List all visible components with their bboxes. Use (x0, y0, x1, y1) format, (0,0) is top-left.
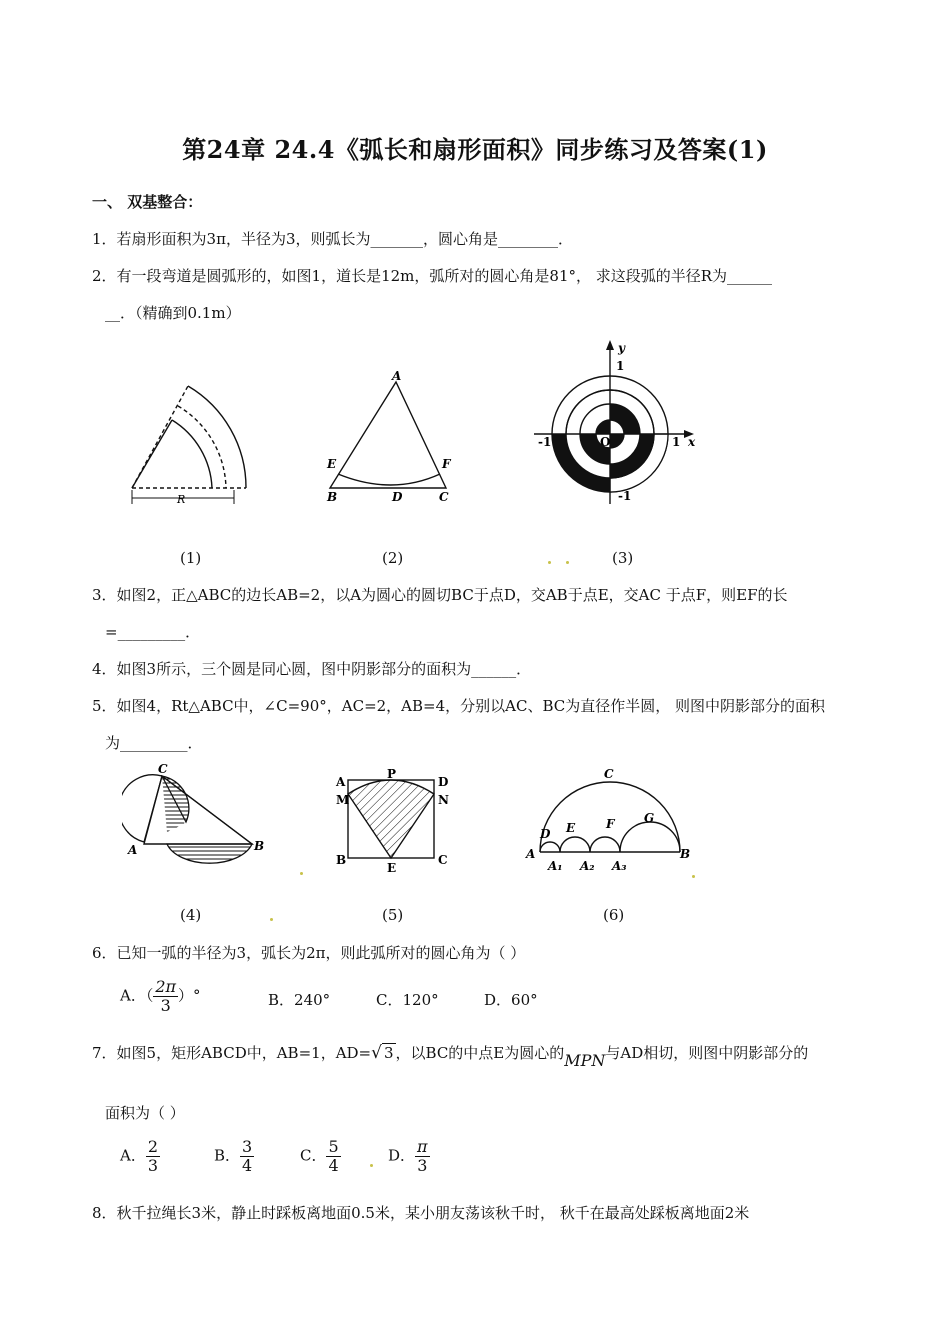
fig3-label-1-top: 1 (616, 359, 625, 373)
q6-option-a: A．（ $\frac{2\pi}{3}$ ）° (120, 977, 201, 1015)
fig2-label-d: D (392, 490, 403, 504)
speck (566, 561, 569, 564)
question-5-line1: 5．如图4，Rt△ABC中，∠C=90°，AC=2，AB=4，分别以AC、BC为直径作半圆， 则图中阴影部分的面积 (92, 697, 826, 715)
fig3-label-y: y (618, 341, 625, 355)
fig5-label-d: D (438, 775, 449, 789)
speck (270, 918, 273, 921)
fig5-label-b: B (336, 853, 347, 867)
fig2-label-a: A (392, 369, 402, 383)
figure-4-triangle-semicircles (122, 762, 272, 877)
figure-5-rectangle-sector (334, 768, 454, 878)
fig6-label-b: B (680, 847, 691, 861)
fig4-label-c: C (158, 762, 168, 776)
section-heading: 一、 双基整合： (92, 193, 203, 211)
caption-fig6: (6) (603, 906, 625, 924)
fig6-label-a: A (526, 847, 536, 861)
question-7-line2: 面积为（ ） (105, 1104, 185, 1122)
q6-option-d: D．60° (484, 991, 538, 1009)
fig3-label-o: O (600, 435, 611, 449)
q7-option-b: B． $\frac{3}{4}$ (214, 1137, 253, 1175)
fig6-label-a3: A₃ (612, 859, 627, 873)
question-8: 8．秋千拉绳长3米，静止时踩板离地面0.5米，某小朋友荡该秋千时， 秋千在最高处踩板离地面2米 (92, 1204, 750, 1222)
fig5-label-e: E (387, 861, 397, 875)
figure-2-triangle-arc (322, 368, 462, 508)
caption-fig1: (1) (180, 549, 202, 567)
question-2-line2: __．（精确到0.1m） (105, 304, 241, 322)
fig2-label-b: B (327, 490, 338, 504)
fig6-label-g: G (644, 811, 655, 825)
figure-6-semicircle-arcs (520, 766, 700, 876)
q7-option-c: C． $\frac{5}{4}$ (300, 1137, 339, 1175)
question-7-line1: 7．如图5，矩形ABCD中，AB=1，AD=√ 3 ，以BC的中点E为圆心的MPN与AD相切，则图中阴影部分的 (92, 1043, 809, 1070)
speck (548, 561, 551, 564)
fig6-label-e: E (566, 821, 576, 835)
question-1: 1．若扇形面积为3π，半径为3，则弧长为_______，圆心角是________． (92, 230, 573, 248)
figure-3-concentric-circles (530, 338, 710, 508)
fig3-label-neg1-bottom: -1 (618, 489, 632, 503)
speck (370, 1164, 373, 1167)
question-3-line2: =_________． (105, 623, 201, 641)
caption-fig4: (4) (180, 906, 202, 924)
question-2-line1: 2．有一段弯道是圆弧形的，如图1，道长是12m，弧所对的圆心角是81°， 求这段弧的半径R为______ (92, 267, 773, 285)
page-title: 第24章 24.4《弧长和扇形面积》同步练习及答案(1) (182, 135, 768, 164)
fig5-label-n: N (438, 793, 449, 807)
fig2-label-e: E (327, 457, 337, 471)
caption-fig3: (3) (612, 549, 634, 567)
question-4: 4．如图3所示，三个圆是同心圆，图中阴影部分的面积为______． (92, 660, 532, 678)
q6-option-b: B．240° (268, 991, 331, 1009)
fig5-label-p: P (387, 768, 397, 781)
fig5-label-m: M (336, 793, 350, 807)
speck (692, 875, 695, 878)
fig3-label-neg1-left: -1 (538, 435, 552, 449)
fig6-label-d: D (540, 827, 551, 841)
caption-fig5: (5) (382, 906, 404, 924)
fig3-label-x: x (688, 435, 696, 449)
fig1-label-r: R (177, 493, 186, 506)
fig2-label-c: C (439, 490, 449, 504)
question-5-line2: 为_________． (105, 734, 203, 752)
fig2-label-f: F (442, 457, 451, 471)
fig6-label-f: F (606, 817, 615, 831)
speck (300, 872, 303, 875)
fig5-label-a: A (336, 775, 346, 789)
question-3-line1: 3．如图2，正△ABC的边长AB=2，以A为圆心的圆切BC于点D，交AB于点E，交AC 于点F，则EF的长 (92, 586, 788, 604)
fig6-label-a2: A₂ (580, 859, 595, 873)
caption-fig2: (2) (382, 549, 404, 567)
q6-option-c: C．120° (376, 991, 439, 1009)
fig3-label-1-right: 1 (672, 435, 681, 449)
fig6-label-c: C (604, 767, 614, 781)
question-6: 6．已知一弧的半径为3，弧长为2π，则此弧所对的圆心角为（ ） (92, 944, 526, 962)
fig5-label-c: C (438, 853, 448, 867)
q7-option-d: D． $\frac{\pi}{3}$ (388, 1137, 428, 1175)
fig4-label-b: B (254, 839, 265, 853)
figure-1-curved-road (120, 378, 270, 508)
fig6-label-a1: A₁ (548, 859, 563, 873)
fig4-label-a: A (128, 843, 138, 857)
q7-option-a: A． $\frac{2}{3}$ (120, 1137, 159, 1175)
